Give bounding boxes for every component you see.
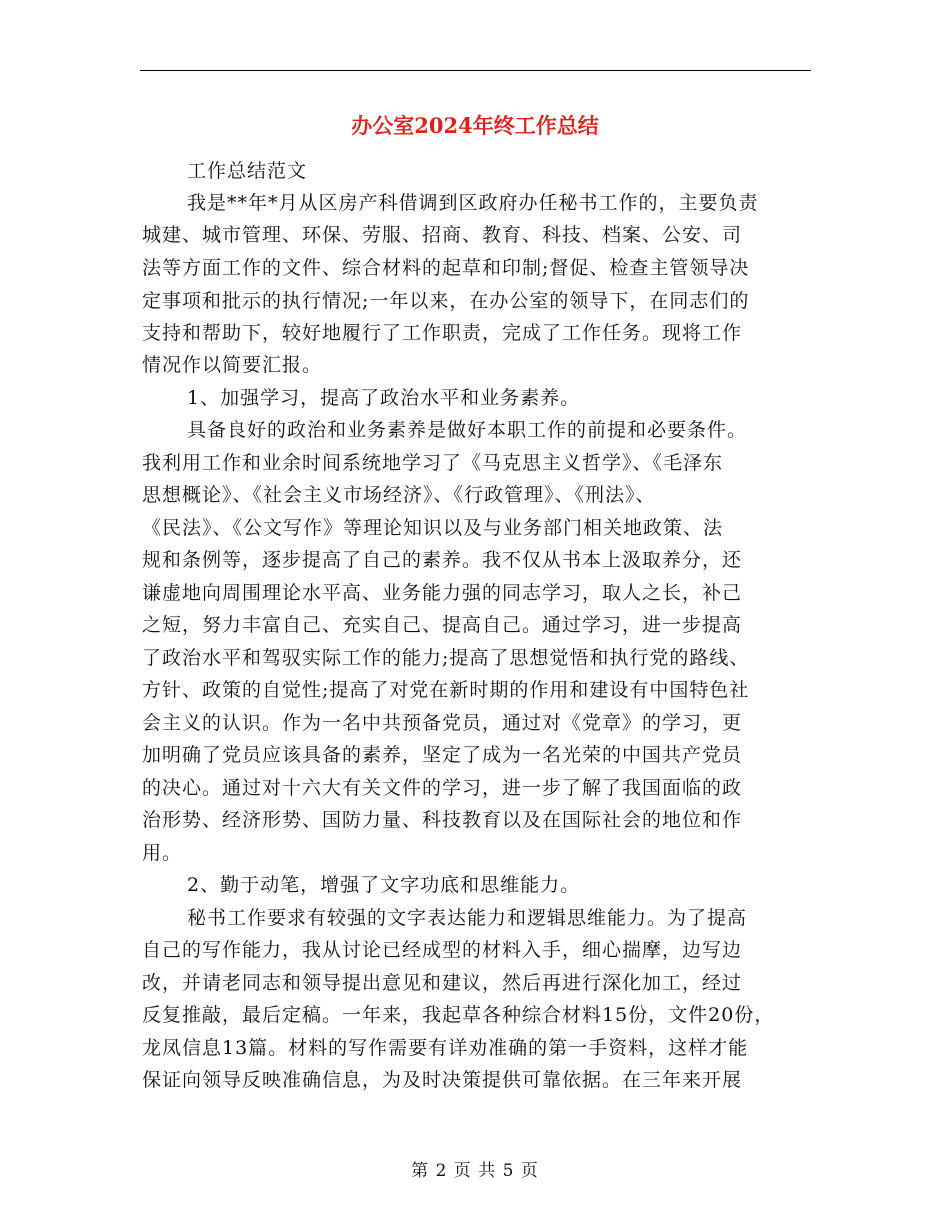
text-line: 规和条例等，逐步提高了自己的素养。我不仅从书本上汲取养分，还 <box>142 549 743 571</box>
text-line: 方针、政策的自觉性;提高了对党在新时期的作用和建设有中国特色社 <box>142 679 750 701</box>
text-line: 我是**年*月从区房产科借调到区政府办任秘书工作的，主要负责 <box>187 192 759 214</box>
text-line: 之短，努力丰富自己、充实自己、提高自己。通过学习，进一步提高 <box>142 614 743 636</box>
text-line: 改，并请老同志和领导提出意见和建议，然后再进行深化加工，经过 <box>142 972 743 994</box>
section-heading: 1、加强学习，提高了政治水平和业务素养。 <box>187 387 581 409</box>
text-line: 思想概论》、《社会主义市场经济》、《行政管理》、《刑法》、 <box>142 484 656 506</box>
text-line: 加明确了党员应该具备的素养，坚定了成为一名光荣的中国共产党员 <box>142 744 743 766</box>
text-line: 情况作以简要汇报。 <box>142 354 323 376</box>
text-line: 支持和帮助下，较好地履行了工作职责，完成了工作任务。现将工作 <box>142 322 743 344</box>
text-line: 定事项和批示的执行情况;一年以来，在办公室的领导下，在同志们的 <box>142 290 750 312</box>
text-line: 保证向领导反映准确信息，为及时决策提供可靠依据。在三年来开展 <box>142 1069 743 1091</box>
page-footer: 第 2 页 共 5 页 <box>411 1161 539 1181</box>
text-line: 谦虚地向周围理论水平高、业务能力强的同志学习，取人之长，补己 <box>142 582 743 604</box>
text-line: 秘书工作要求有较强的文字表达能力和逻辑思维能力。为了提高 <box>187 907 748 929</box>
section-heading: 2、勤于动笔，增强了文字功底和思维能力。 <box>187 874 581 896</box>
text-line: 法等方面工作的文件、综合材料的起草和印制;督促、检查主管领导决 <box>142 257 750 279</box>
document-title: 办公室2024年终工作总结 <box>351 113 599 138</box>
text-line: 治形势、经济形势、国防力量、科技教育以及在国际社会的地位和作 <box>142 809 743 831</box>
text-line: 城建、城市管理、环保、劳服、招商、教育、科技、档案、公安、司 <box>142 224 743 246</box>
text-line: 自己的写作能力，我从讨论已经成型的材料入手，细心揣摩，边写边 <box>142 939 743 961</box>
text-line: 会主义的认识。作为一名中共预备党员，通过对《党章》的学习，更 <box>142 712 743 734</box>
text-line: 具备良好的政治和业务素养是做好本职工作的前提和必要条件。 <box>187 419 748 441</box>
text-line: 我利用工作和业余时间系统地学习了《马克思主义哲学》、《毛泽东 <box>142 452 724 474</box>
text-line: 的决心。通过对十六大有关文件的学习，进一步了解了我国面临的政 <box>142 777 743 799</box>
header-rule <box>140 70 811 71</box>
text-line: 龙凤信息13篇。材料的写作需要有详劝准确的第一手资料，这样才能 <box>142 1037 749 1059</box>
subtitle: 工作总结范文 <box>187 160 308 182</box>
text-line: 反复推敲，最后定稿。一年来，我起草各种综合材料15份，文件20份， <box>142 1004 775 1026</box>
text-line: 了政治水平和驾驭实际工作的能力;提高了思想觉悟和执行党的路线、 <box>142 647 750 669</box>
text-line: 用。 <box>142 842 183 864</box>
text-line: 《民法》、《公文写作》等理论知识以及与业务部门相关地政策、法 <box>142 517 724 539</box>
